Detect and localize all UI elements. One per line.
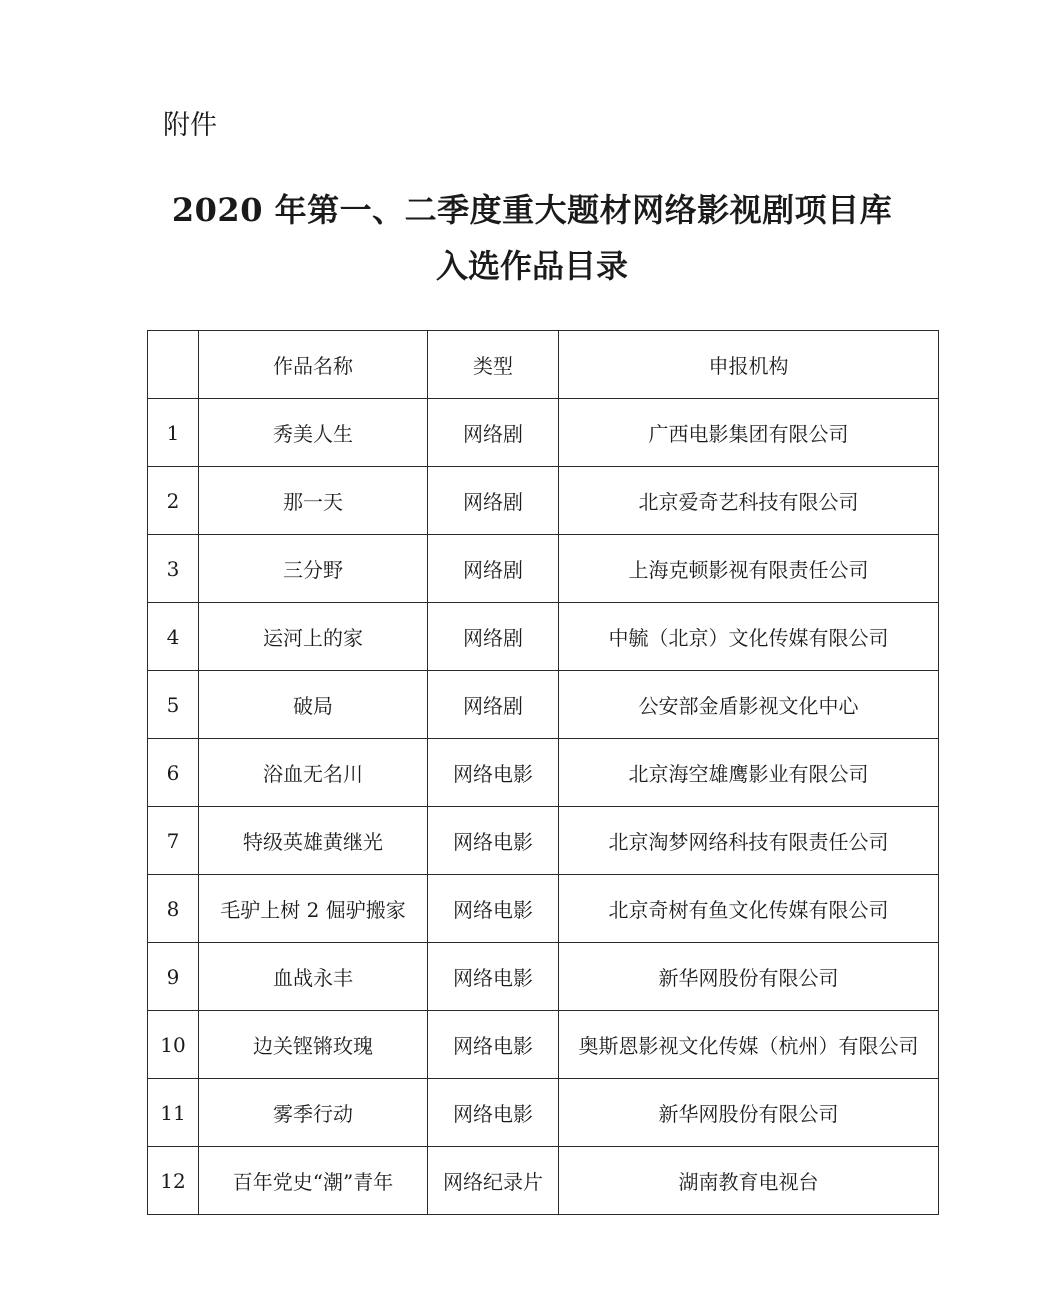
work-title: 那一天	[199, 467, 428, 535]
row-number: 7	[148, 807, 199, 875]
organization: 北京淘梦网络科技有限责任公司	[559, 807, 939, 875]
work-type: 网络剧	[428, 535, 559, 603]
organization: 上海克顿影视有限责任公司	[559, 535, 939, 603]
organization: 中毓（北京）文化传媒有限公司	[559, 603, 939, 671]
table-header-row	[148, 331, 939, 399]
work-type: 网络电影	[428, 1079, 559, 1147]
work-title: 三分野	[199, 535, 428, 603]
attachment-label: 附件	[163, 110, 217, 141]
work-type: 网络电影	[428, 943, 559, 1011]
document-title-line2: 入选作品目录	[435, 247, 628, 285]
table-row	[148, 1011, 939, 1079]
organization: 广西电影集团有限公司	[559, 399, 939, 467]
work-type: 网络剧	[428, 399, 559, 467]
row-number: 3	[148, 535, 199, 603]
table-row	[148, 535, 939, 603]
table-row	[148, 603, 939, 671]
catalog-table	[147, 330, 939, 1215]
table-row	[148, 875, 939, 943]
header-type: 类型	[428, 331, 559, 399]
work-title: 秀美人生	[199, 399, 428, 467]
row-number: 6	[148, 739, 199, 807]
row-number: 8	[148, 875, 199, 943]
work-title: 毛驴上树 2 倔驴搬家	[199, 875, 428, 943]
work-title: 运河上的家	[199, 603, 428, 671]
work-title: 血战永丰	[199, 943, 428, 1011]
table-row	[148, 671, 939, 739]
header-number	[148, 331, 199, 399]
table-row	[148, 807, 939, 875]
row-number: 11	[148, 1079, 199, 1147]
work-title: 特级英雄黄继光	[199, 807, 428, 875]
work-type: 网络电影	[428, 875, 559, 943]
row-number: 5	[148, 671, 199, 739]
table-row	[148, 1079, 939, 1147]
row-number: 4	[148, 603, 199, 671]
organization: 北京爱奇艺科技有限公司	[559, 467, 939, 535]
header-title: 作品名称	[199, 331, 428, 399]
work-type: 网络电影	[428, 807, 559, 875]
row-number: 12	[148, 1147, 199, 1215]
row-number: 9	[148, 943, 199, 1011]
work-title: 边关铿锵玫瑰	[199, 1011, 428, 1079]
table-row	[148, 467, 939, 535]
work-title: 浴血无名川	[199, 739, 428, 807]
header-organization: 申报机构	[559, 331, 939, 399]
work-title: 雾季行动	[199, 1079, 428, 1147]
table-row	[148, 399, 939, 467]
organization: 北京海空雄鹰影业有限公司	[559, 739, 939, 807]
work-title: 百年党史“潮”青年	[199, 1147, 428, 1215]
work-type: 网络剧	[428, 467, 559, 535]
organization: 公安部金盾影视文化中心	[559, 671, 939, 739]
work-type: 网络剧	[428, 603, 559, 671]
table-row	[148, 943, 939, 1011]
work-type: 网络纪录片	[428, 1147, 559, 1215]
row-number: 2	[148, 467, 199, 535]
table-row	[148, 1147, 939, 1215]
document-title-line1: 2020 年第一、二季度重大题材网络影视剧项目库	[171, 191, 893, 229]
table-row	[148, 739, 939, 807]
organization: 湖南教育电视台	[559, 1147, 939, 1215]
organization: 新华网股份有限公司	[559, 943, 939, 1011]
row-number: 10	[148, 1011, 199, 1079]
organization: 新华网股份有限公司	[559, 1079, 939, 1147]
work-title: 破局	[199, 671, 428, 739]
work-type: 网络电影	[428, 739, 559, 807]
organization: 奥斯恩影视文化传媒（杭州）有限公司	[559, 1011, 939, 1079]
work-type: 网络电影	[428, 1011, 559, 1079]
work-type: 网络剧	[428, 671, 559, 739]
row-number: 1	[148, 399, 199, 467]
organization: 北京奇树有鱼文化传媒有限公司	[559, 875, 939, 943]
